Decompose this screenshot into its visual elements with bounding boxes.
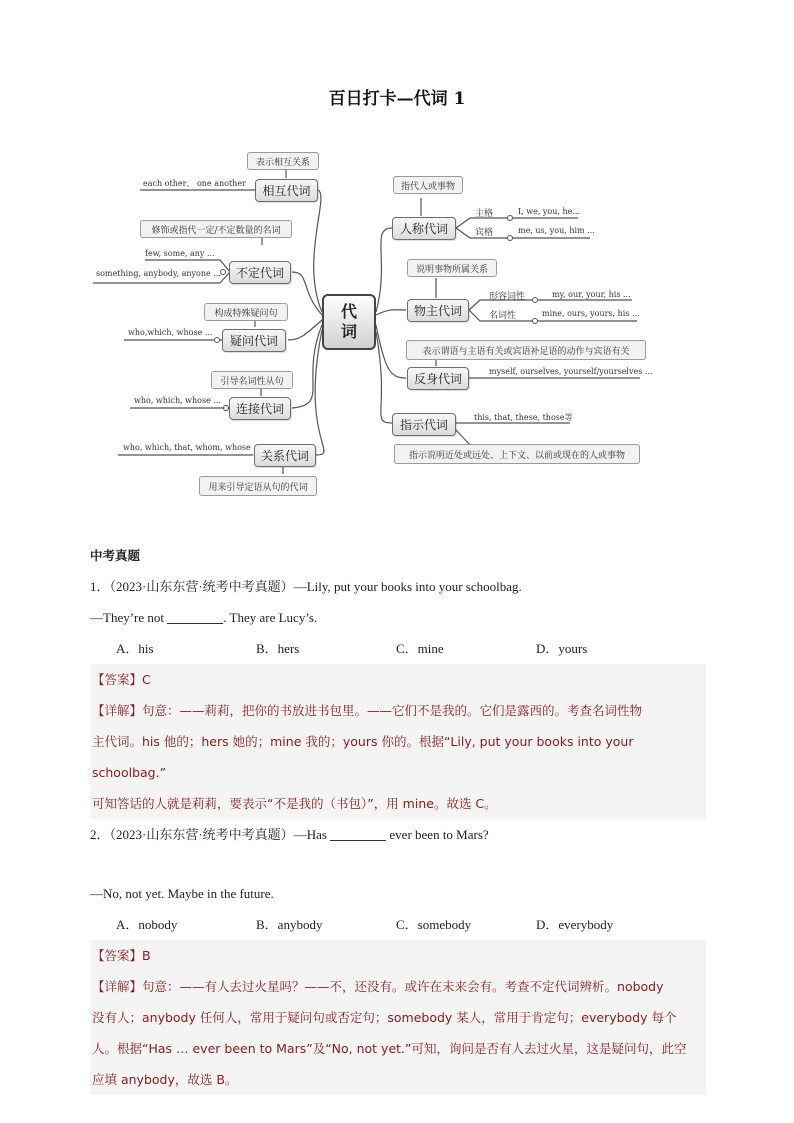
note-reciprocal: 表示相互关系 (247, 152, 319, 170)
page-title: 百日打卡—代词 1 (328, 89, 466, 109)
detail-label: 【详解】 (92, 979, 143, 994)
leaf-possessive-1: my, our, your, his ... (552, 290, 631, 299)
leaf-personal-2: me, us, you, him ... (518, 226, 595, 235)
option-a: A．his (116, 641, 154, 656)
question-2-options (90, 909, 706, 940)
detail-text: 句意：——有人去过火星吗？——不，还没有。或许在未来会有。考查不定代词辨析。nobody (142, 979, 664, 994)
leaf-reciprocal: each other、 one another (143, 179, 246, 188)
question-number: 1． (90, 579, 110, 594)
detail-text: 人。根据“Has … ever been to Mars”及“No, not yet.”可知，询问是否有人去过火星，这是疑问句，此空 (92, 1041, 687, 1056)
node-demonstrative: 指示代词 (392, 413, 456, 436)
answer-label: 【答案】 (92, 672, 143, 687)
node-reciprocal: 相互代词 (255, 179, 318, 202)
detail-label: 【详解】 (92, 703, 143, 718)
mind-map (0, 140, 794, 510)
question-2-stem-a (90, 819, 706, 850)
note-relative: 用来引导定语从句的代词 (199, 476, 317, 496)
sub-personal-2: 宾格 (475, 228, 494, 238)
question-1-options (90, 633, 706, 664)
answer-line (92, 664, 706, 695)
leaf-interrogative: who,which, whose ... (128, 328, 213, 337)
node-personal: 人称代词 (392, 217, 456, 240)
option-c: C．somebody (396, 917, 472, 932)
answer-blank (330, 826, 386, 841)
leaf-reflexive: myself, ourselves, yourself/yourselves ... (489, 367, 653, 376)
center-node (322, 294, 376, 350)
leaf-conjunctive: who, which, whose ... (134, 396, 222, 405)
answer-line (92, 940, 706, 971)
question-2-stem-b: —No, not yet. Maybe in the future. (90, 886, 274, 901)
note-personal: 指代人或事物 (393, 176, 463, 194)
leaf-possessive-2: mine, ours, yours, his ... (542, 309, 640, 318)
question-stem: —Lily, put your books into your schoolbag. (293, 579, 522, 594)
leaf-indefinite-1: few, some, any ... (145, 249, 215, 258)
detail-text: 没有人；anybody 任何人，常用于疑问句或否定句；somebody 某人，常用于肯定句；everybody 每个 (92, 1010, 677, 1025)
sub-personal-1: 主格 (475, 209, 494, 219)
center-label: 代 词 (340, 302, 357, 341)
node-interrogative: 疑问代词 (222, 329, 286, 352)
note-possessive: 说明事物所属关系 (407, 259, 497, 277)
node-conjunctive: 连接代词 (229, 397, 291, 420)
question-source: （2023·山东东营·统考中考真题） (109, 579, 294, 594)
question-stem: . They are Lucy’s. (223, 610, 318, 625)
leaf-personal-1: I, we, you, he... (518, 207, 581, 216)
detail-line (92, 695, 706, 726)
detail-text: 可知答话的人就是莉莉，要表示“不是我的（书包）”，用 mine。故选 C。 (92, 796, 497, 811)
question-source: （2023·山东东营·统考中考真题） (109, 827, 294, 842)
leaf-relative: who, which, that, whom, whose (123, 443, 251, 452)
note-conjunctive: 引导名词性从句 (211, 371, 293, 389)
detail-text: 应填 anybody，故选 B。 (92, 1072, 238, 1087)
detail-line (92, 971, 706, 1002)
node-reflexive: 反身代词 (407, 367, 469, 390)
question-1-stem-b (90, 602, 706, 633)
sub-possessive-1: 形容词性 (489, 292, 526, 302)
node-relative: 关系代词 (254, 444, 316, 467)
node-possessive: 物主代词 (407, 299, 469, 322)
option-d: D．yours (536, 641, 588, 656)
question-number: 2． (90, 827, 110, 842)
spacer (90, 850, 706, 878)
detail-text: 句意：——莉莉，把你的书放进书包里。——它们不是我的。它们是露西的。考查名词性物 (142, 703, 643, 718)
leaf-demonstrative: this, that, these, those等 (474, 413, 573, 422)
answer-value: C (142, 672, 151, 687)
option-b: B．hers (256, 641, 300, 656)
answer-label: 【答案】 (92, 948, 143, 963)
option-d: D．everybody (536, 917, 614, 932)
note-reflexive: 表示谓语与主语有关或宾语补足语的动作与宾语有关 (406, 340, 646, 360)
option-b: B．anybody (256, 917, 323, 932)
note-indefinite: 修饰或指代一定/不定数量的名词 (140, 220, 292, 238)
answer-blank (167, 609, 223, 624)
option-a: A．nobody (116, 917, 178, 932)
leaf-indefinite-2: something, anybody, anyone ... (96, 269, 221, 278)
question-stem: —Has (293, 827, 327, 842)
section-heading: 中考真题 (90, 548, 141, 563)
question-stem: ever been to Mars? (389, 827, 489, 842)
answer-value: B (142, 948, 151, 963)
question-section (90, 540, 706, 1095)
question-2-answer-block (90, 940, 706, 1095)
note-demonstrative: 指示说明近处或远处、上下文、以前或现在的人或事物 (394, 444, 640, 464)
question-1-answer-block (90, 664, 706, 819)
question-1-stem-a (90, 571, 706, 602)
question-stem: —They’re not (90, 610, 165, 625)
note-interrogative: 构成特殊疑问句 (204, 303, 288, 321)
detail-text: 主代词。his 他的；hers 她的；mine 我的；yours 你的。根据“Lily, put your books into your schoolbag.” (92, 734, 634, 780)
option-c: C．mine (396, 641, 444, 656)
sub-possessive-2: 名词性 (489, 311, 517, 321)
node-indefinite: 不定代词 (229, 261, 291, 284)
